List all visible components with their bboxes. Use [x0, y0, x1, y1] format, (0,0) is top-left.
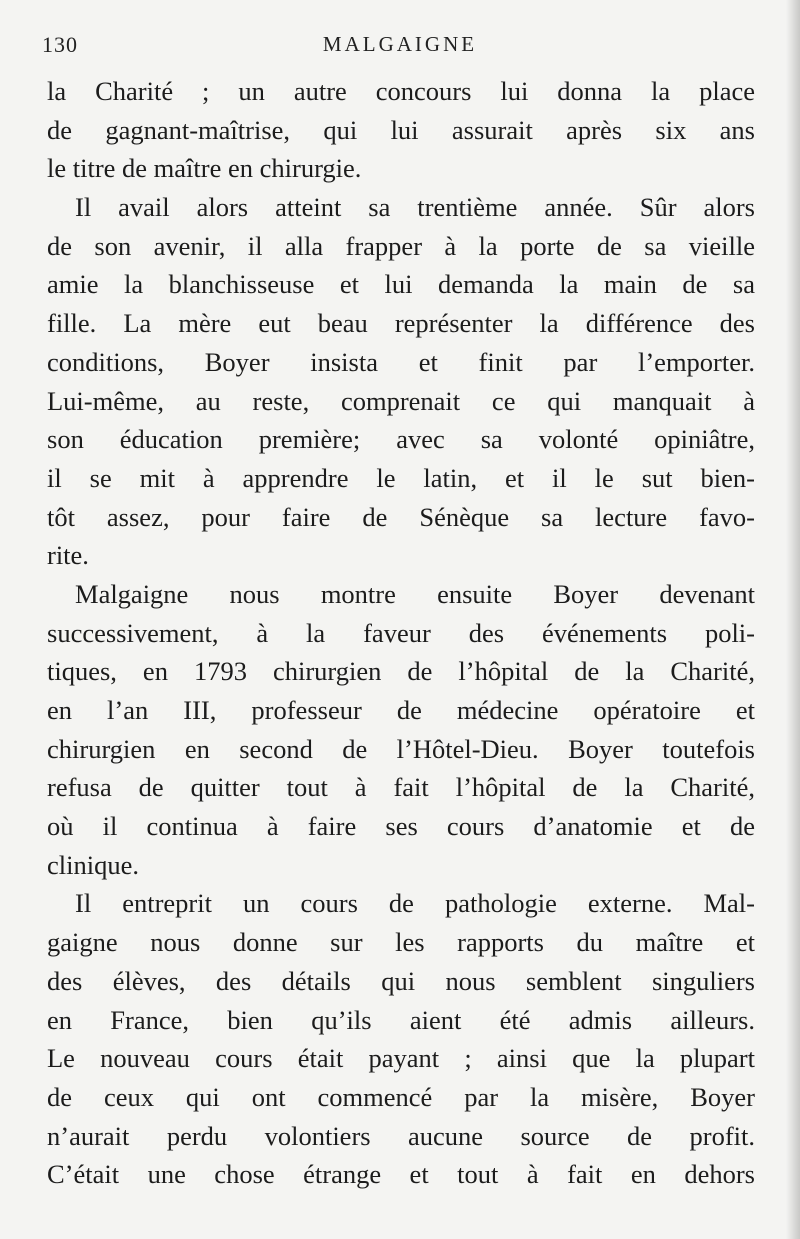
text-line: le titre de maître en chirurgie.	[47, 153, 362, 184]
text-line: rite.	[47, 540, 89, 571]
text-line: Il avail alors atteint sa trentième année. Sûr alors	[75, 192, 755, 223]
text-line: fille. La mère eut beau représenter la différence des	[47, 308, 755, 339]
text-line: Il entreprit un cours de pathologie externe. Mal-	[75, 888, 755, 919]
text-line: de son avenir, il alla frapper à la porte de sa vieille	[47, 230, 755, 261]
text-line: Le nouveau cours était payant ; ainsi que la plupart	[47, 1043, 755, 1074]
text-line: successivement, à la faveur des événements poli-	[47, 617, 755, 648]
text-line: n’aurait perdu volontiers aucune source de profit.	[47, 1120, 755, 1151]
text-line: tôt assez, pour faire de Sénèque sa lecture favo-	[47, 501, 755, 532]
text-line: tiques, en 1793 chirurgien de l’hôpital de la Charité,	[47, 656, 755, 687]
text-line: de ceux qui ont commencé par la misère, Boyer	[47, 1081, 755, 1112]
text-line: refusa de quitter tout à fait l’hôpital de la Charité,	[47, 772, 755, 803]
page-header	[42, 32, 758, 66]
text-line: gaigne nous donne sur les rapports du maître et	[47, 927, 755, 958]
text-line: son éducation première; avec sa volonté opiniâtre,	[47, 424, 755, 455]
text-line: la Charité ; un autre concours lui donna la place	[47, 76, 755, 106]
text-line: amie la blanchisseuse et lui demanda la main de sa	[47, 269, 755, 300]
text-line: il se mit à apprendre le latin, et il le sut bien-	[47, 462, 755, 493]
text-line: Malgaigne nous montre ensuite Boyer devenant	[75, 578, 755, 609]
text-line: des élèves, des détails qui nous semblent singuliers	[47, 965, 755, 996]
text-line: en l’an III, professeur de médecine opératoire et	[47, 695, 755, 725]
text-line: où il continua à faire ses cours d’anatomie et de	[47, 811, 755, 842]
text-line: de gagnant-maîtrise, qui lui assurait après six ans	[47, 114, 755, 145]
text-line: Lui-même, au reste, comprenait ce qui manquait à	[47, 385, 755, 416]
text-line: C’était une chose étrange et tout à fait en dehors	[47, 1159, 755, 1190]
body-text	[47, 72, 755, 1194]
running-head: MALGAIGNE	[322, 32, 478, 56]
text-line: chirurgien en second de l’Hôtel-Dieu. Boyer toutefois	[47, 733, 755, 764]
page-edge-shadow	[786, 0, 800, 1239]
text-line: conditions, Boyer insista et finit par l’emporter.	[47, 346, 755, 377]
page-number: 130	[42, 32, 78, 57]
text-line: en France, bien qu’ils aient été admis ailleurs.	[47, 1004, 755, 1035]
text-line: clinique.	[47, 849, 139, 880]
